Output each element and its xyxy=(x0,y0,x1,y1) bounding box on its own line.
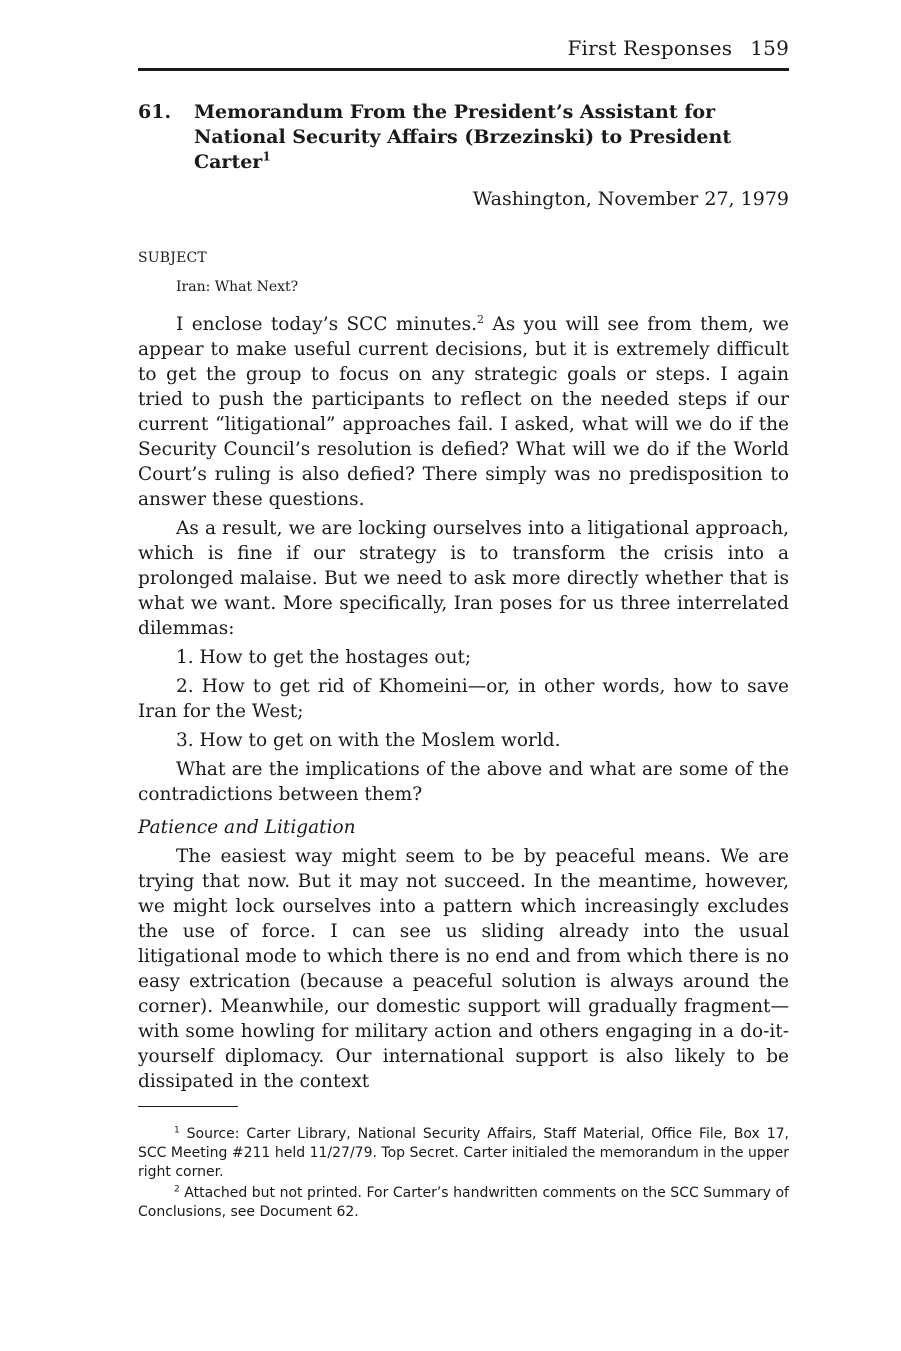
footnote-rule xyxy=(138,1106,238,1107)
document-heading xyxy=(138,100,789,175)
footnote-1-text: Source: Carter Library, National Security Affairs, Staff Material, Office File, Box 17, SCC Meeting #211 held 11/27/79. Top Secret. Carter initialed the memorandum in the upper right corner. xyxy=(138,1126,789,1180)
paragraph-3: What are the implications of the above and what are some of the contradictions between them? xyxy=(138,759,789,805)
footnote-2-text: Attached but not printed. For Carter’s handwritten comments on the SCC Summary of Conclusions, see Document 62. xyxy=(138,1185,789,1220)
subject-text: Iran: What Next? xyxy=(176,279,299,295)
document-number: 61. xyxy=(138,101,172,123)
section-heading: Patience and Litigation xyxy=(138,817,356,838)
footnote-1-marker: 1 xyxy=(174,1125,180,1136)
footnote-ref-1[interactable]: 1 xyxy=(262,149,271,164)
document-title-text: Memorandum From the President’s Assistant for National Security Affairs (Brzezinski) to President Carter xyxy=(194,101,732,173)
footnotes xyxy=(138,1125,789,1224)
list-item-2: 2. How to get rid of Khomeini—or, in other words, how to save Iran for the West; xyxy=(138,676,789,722)
header-rule xyxy=(138,68,789,71)
footnote-1 xyxy=(138,1125,789,1182)
paragraph-1-start: I enclose today’s SCC minutes. xyxy=(176,314,477,335)
footnote-2-marker: 2 xyxy=(174,1184,180,1195)
paragraph-4: The easiest way might seem to be by peaceful means. We are trying that now. But it may not succeed. In the meantime, however, we might lock ourselves into a pattern which increasingly excludes the use of force. I can see us sliding already into the usual litigational mode to which there is no end and from which there is no easy extrication (because a peaceful solution is always around the corner). Meanwhile, our domestic support will gradually fragment—with some howling for military action and others engaging in a do-it-yourself diplomacy. Our international support is also likely to be dissipated in the context xyxy=(138,846,789,1092)
subject-label: SUBJECT xyxy=(138,250,207,266)
dateline: Washington, November 27, 1979 xyxy=(472,188,789,210)
paragraph-1-rest: As you will see from them, we appear to make useful current decisions, but it is extremely difficult to get the group to focus on any strategic goals or steps. I again tried to push the participants to reflect on the needed steps if our current “litigational” approaches fail. I asked, what will we do if the Security Council’s resolution is defied? What will we do if the World Court’s ruling is also defied? There simply was no predisposition to answer these questions. xyxy=(138,314,789,510)
running-head-section: First Responses xyxy=(567,36,733,60)
paragraph-1 xyxy=(138,312,789,512)
running-head xyxy=(567,36,789,60)
page-number: 159 xyxy=(750,36,789,60)
footnote-2 xyxy=(138,1184,789,1222)
footnote-ref-2[interactable]: 2 xyxy=(476,312,484,326)
list-item-1: 1. How to get the hostages out; xyxy=(176,647,472,668)
document-title xyxy=(194,100,774,175)
paragraph-2: As a result, we are locking ourselves into a litigational approach, which is fine if our strategy is to transform the crisis into a prolonged malaise. But we need to ask more directly whether that is what we want. More specifically, Iran poses for us three interrelated dilemmas: xyxy=(138,518,789,639)
list-item-3: 3. How to get on with the Moslem world. xyxy=(176,730,561,751)
memo-body xyxy=(138,312,789,1098)
